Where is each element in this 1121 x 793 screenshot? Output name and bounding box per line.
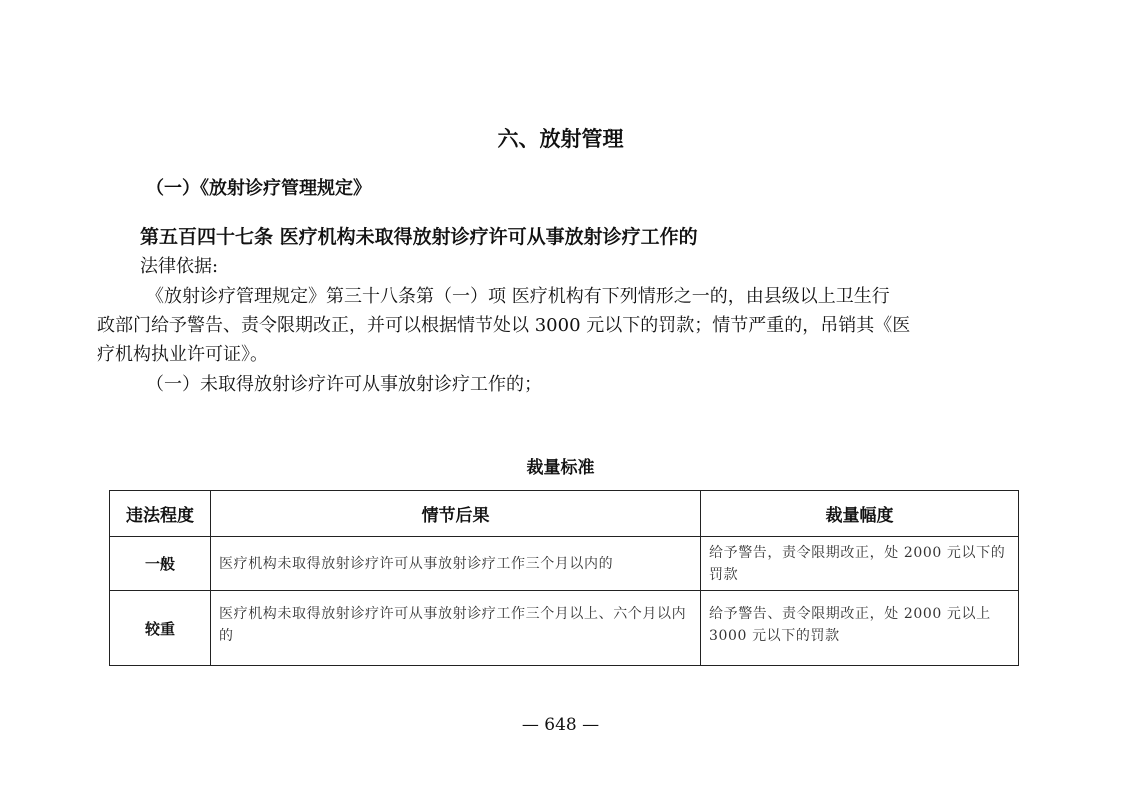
violation-degree-cell: 较重 xyxy=(110,591,211,666)
circumstance-cell: 医疗机构未取得放射诊疗许可从事放射诊疗工作三个月以上、六个月以内的 xyxy=(211,591,701,666)
section-title: 六、放射管理 xyxy=(497,127,624,151)
legal-basis-text-line: 疗机构执业许可证》。 xyxy=(97,344,268,365)
header-circumstance: 情节后果 xyxy=(211,491,701,537)
penalty-cell: 给予警告，责令限期改正，处 2000 元以下的罚款 xyxy=(701,537,1019,591)
table-row xyxy=(110,537,1019,591)
violation-degree-cell: 一般 xyxy=(110,537,211,591)
table-header-row xyxy=(110,491,1019,537)
article-title: 第五百四十七条 医疗机构未取得放射诊疗许可从事放射诊疗工作的 xyxy=(140,226,698,248)
circumstance-cell: 医疗机构未取得放射诊疗许可从事放射诊疗工作三个月以内的 xyxy=(211,537,701,591)
legal-item-text: （一）未取得放射诊疗许可从事放射诊疗工作的； xyxy=(146,374,542,395)
page-number: — 648 — xyxy=(521,715,600,735)
legal-basis-label: 法律依据: xyxy=(140,256,219,277)
discretion-standards-table xyxy=(109,490,1019,666)
header-violation-degree: 违法程度 xyxy=(110,491,211,537)
subsection-title: （一）《放射诊疗管理规定》 xyxy=(146,178,371,199)
legal-basis-text-line: 政部门给予警告、责令限期改正，并可以根据情节处以 3000 元以下的罚款；情节严重的，吊销其《医 xyxy=(97,315,911,336)
header-penalty-range: 裁量幅度 xyxy=(701,491,1019,537)
penalty-cell: 给予警告、责令限期改正，处 2000 元以上 3000 元以下的罚款 xyxy=(701,591,1019,666)
table-caption: 裁量标准 xyxy=(526,458,595,478)
legal-basis-text-line: 《放射诊疗管理规定》第三十八条第（一）项 医疗机构有下列情形之一的，由县级以上卫生行 xyxy=(146,286,890,307)
table-row xyxy=(110,591,1019,666)
